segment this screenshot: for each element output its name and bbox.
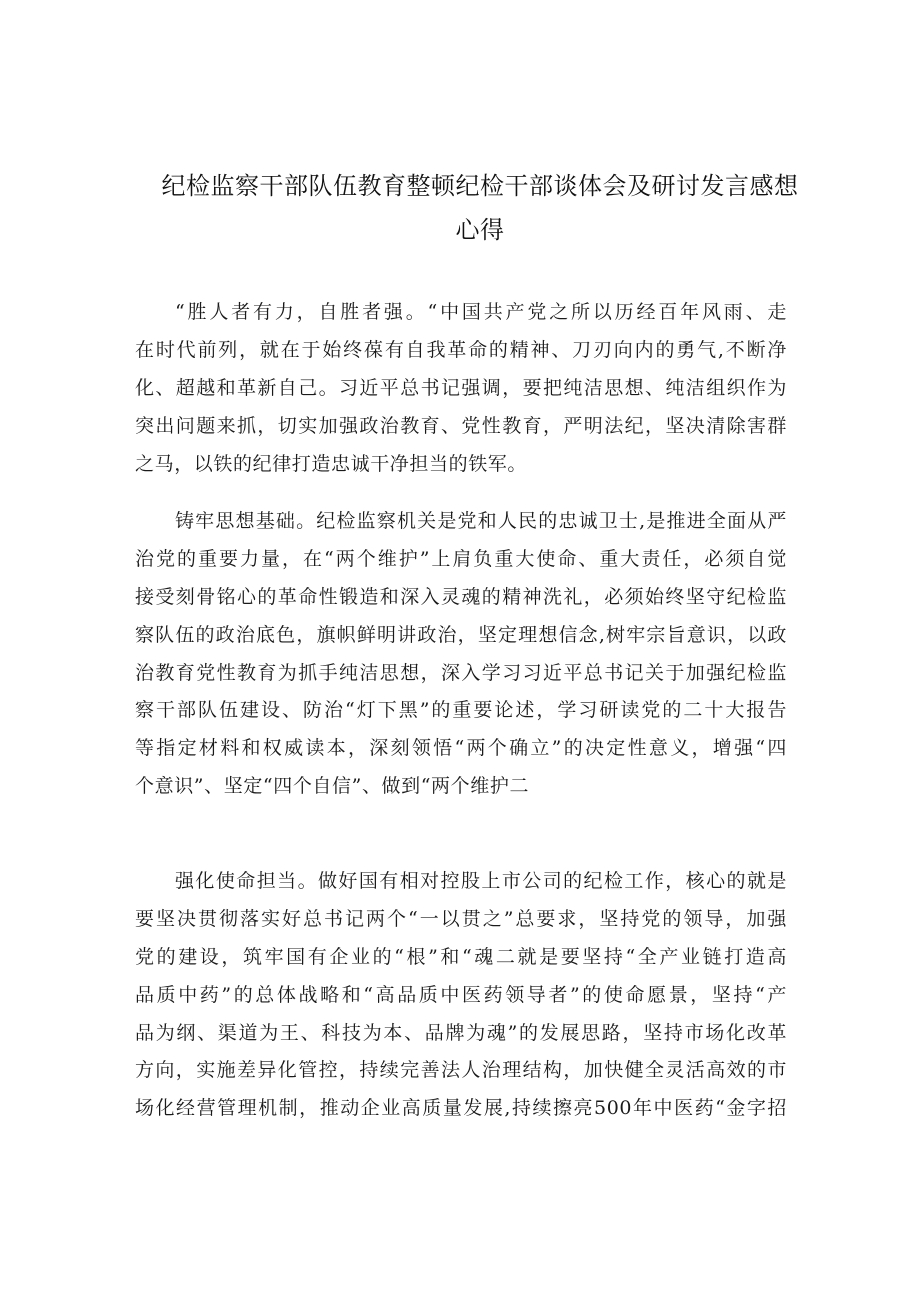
paragraph-line: 察干部队伍建设、防治“灯下黑”的重要论述，学习研读党的二十大报告: [135, 699, 787, 722]
paragraph-intro: [135, 294, 787, 483]
paragraph-line: 治党的重要力量，在“两个维护”上肩负重大使命、重大责任，必须自觉: [135, 547, 787, 570]
paragraph-line: 治教育党性教育为抓手纯洁思想，深入学习习近平总书记关于加强纪检监: [135, 661, 787, 684]
paragraph-line: 品质中药”的总体战略和“高品质中医药领导者”的使命愿景，坚持“产: [135, 983, 787, 1006]
document-title-line-1: 纪检监察干部队伍教育整顿纪检干部谈体会及研讨发言感想: [161, 172, 799, 200]
paragraph-line: 铸牢思想基础。纪检监察机关是党和人民的忠诚卫士,是推进全面从严: [175, 510, 787, 532]
paragraph-line: 接受刻骨铭心的革命性锻造和深入灵魂的精神洗礼，必须始终坚守纪检监: [135, 585, 787, 608]
paragraph-line: 之马，以铁的纪律打造忠诚干净担当的铁军。: [135, 452, 528, 475]
paragraph-line: 场化经营管理机制，推动企业高质量发展,持续擦亮500年中医药“金字招: [135, 1097, 787, 1120]
paragraph-line: 突出问题来抓，切实加强政治教育、党性教育，严明法纪，坚决清除害群: [135, 414, 787, 437]
paragraph-line: 要坚决贯彻落实好总书记两个“一以贯之”总要求，坚持党的领导，加强: [135, 907, 787, 930]
paragraph-line: “胜人者有力，自胜者强。“中国共产党之所以历经百年风雨、走: [175, 301, 787, 323]
paragraph-line: 品为纲、渠道为王、科技为本、品牌为魂”的发展思路，坚持市场化改革: [135, 1021, 787, 1044]
paragraph-line: 察队伍的政治底色，旗帜鲜明讲政治，坚定理想信念,树牢宗旨意识，以政: [135, 623, 787, 646]
paragraph-line: 方向，实施差异化管控，持续完善法人治理结构，加快健全灵活高效的市: [135, 1059, 787, 1082]
paragraph-line: 个意识”、坚定“四个自信”、做到“两个维护二: [135, 775, 530, 798]
document-title-line-2: 心得: [455, 216, 505, 244]
paragraph-line: 等指定材料和权威读本，深刻领悟“两个确立”的决定性意义，增强“四: [135, 737, 787, 760]
paragraph-mission: [135, 863, 787, 1128]
paragraph-ideological-foundation: [135, 503, 787, 806]
paragraph-line: 强化使命担当。做好国有相对控股上市公司的纪检工作，核心的就是: [175, 870, 787, 892]
paragraph-line: 化、超越和革新自己。习近平总书记强调，要把纯洁思想、纯洁组织作为: [135, 376, 787, 399]
paragraph-line: 党的建设，筑牢国有企业的“根”和“魂二就是要坚持“全产业链打造高: [135, 945, 787, 968]
paragraph-line: 在时代前列，就在于始终葆有自我革命的精神、刀刃向内的勇气,不断净: [135, 338, 787, 361]
